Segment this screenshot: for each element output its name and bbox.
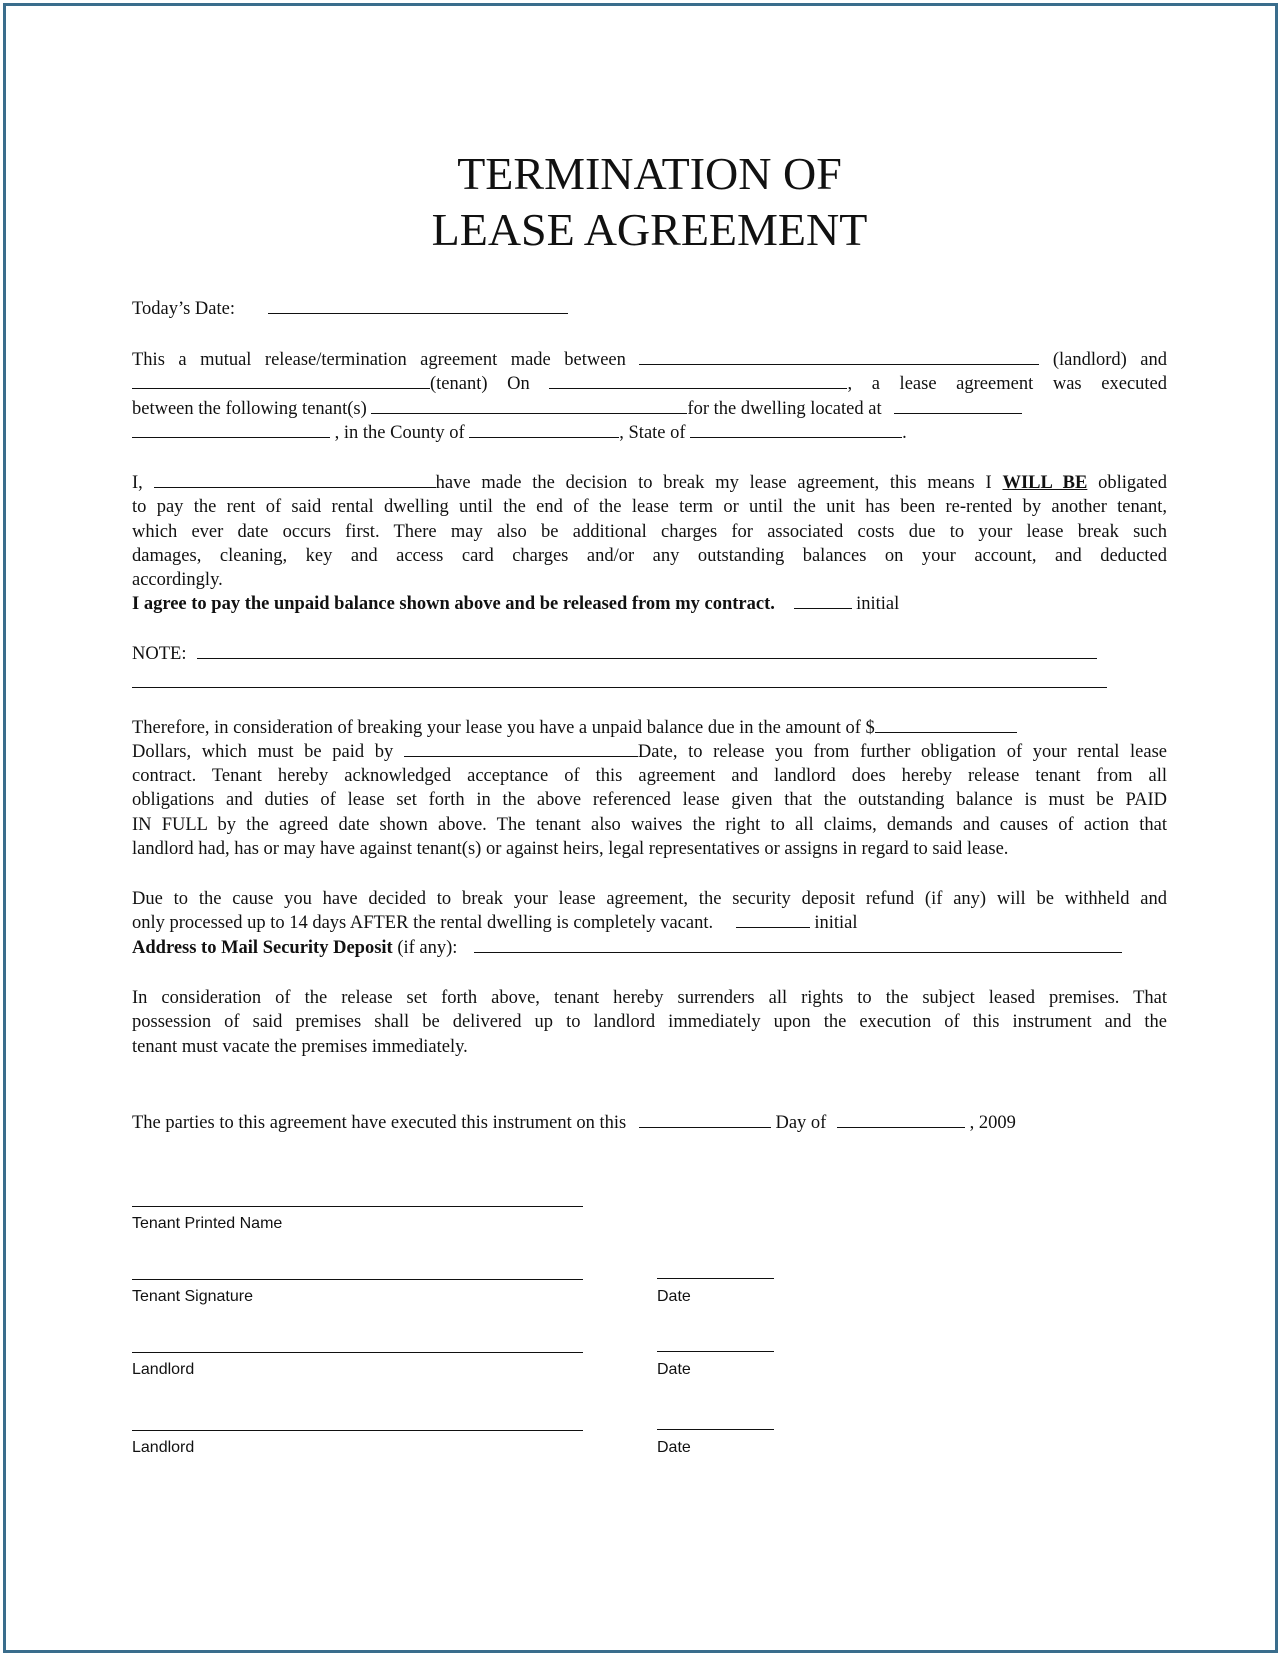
p2-line-5: accordingly. (132, 570, 223, 590)
todays-date-blank[interactable] (268, 297, 568, 314)
todays-date-label: Today’s Date: (132, 299, 235, 319)
balance-amount-blank[interactable] (875, 716, 1017, 733)
p5-line-2: possession of said premises shall be delivered up to landlord immediately upon the execution of this instrument and the (132, 1012, 1167, 1032)
tenant-name-blank[interactable] (132, 372, 430, 389)
p4-text-2: only processed up to 14 days AFTER the rental dwelling is completely vacant. (132, 913, 714, 933)
p1-text-a: This a mutual release/termination agreement made between (132, 350, 626, 370)
pay-by-date-blank[interactable] (404, 740, 638, 757)
p1-line-3 (132, 397, 1167, 421)
note-blank-2[interactable] (132, 687, 1107, 688)
p3-line-6: landlord had, has or may have against tenant(s) or against heirs, legal representatives or assigns in regard to said lease. (132, 839, 1009, 859)
p3-line-3: contract. Tenant hereby acknowledged acceptance of this agreement and landlord does hereby release tenant from all (132, 766, 1167, 786)
date-line-2[interactable] (657, 1351, 774, 1352)
p1-text-c: (tenant) On (430, 374, 530, 394)
deposit-initial-label: initial (814, 913, 858, 933)
p2-line-1 (132, 471, 1167, 495)
note-row (132, 642, 1167, 666)
agree-initial-blank[interactable] (794, 592, 852, 609)
execution-day-blank[interactable] (639, 1111, 771, 1128)
deposit-initial-blank[interactable] (736, 911, 810, 928)
mailing-address-blank[interactable] (474, 936, 1122, 953)
date-line-1[interactable] (657, 1278, 774, 1279)
p3-line-2 (132, 740, 1167, 764)
p1-text-b: (landlord) and (1052, 350, 1168, 370)
tenant-signature-label: Tenant Signature (132, 1288, 253, 1305)
p1-line-1 (132, 348, 1167, 372)
p1-text-d: , a lease agreement was executed (847, 374, 1168, 394)
p6-row (132, 1111, 1167, 1135)
p2-line-4: damages, cleaning, key and access card charges and/or any outstanding balances on your account, and deducted (132, 546, 1167, 566)
landlord-signature-line-2[interactable] (132, 1430, 583, 1431)
p3-line-4: obligations and duties of lease set forth in the above referenced lease given that the outstanding balance is must be PAID (132, 790, 1167, 810)
landlord-label-1: Landlord (132, 1361, 195, 1378)
p2-text-c: obligated (1098, 473, 1167, 493)
p5-line-1: In consideration of the release set forth above, tenant hereby surrenders all rights to the subject leased premises. That (132, 988, 1167, 1008)
address-label-bold: Address to Mail Security Deposit (132, 938, 393, 958)
p4-line-1: Due to the cause you have decided to break your lease agreement, the security deposit refund (if any) will be withheld and (132, 889, 1167, 909)
p3-line-1 (132, 716, 1167, 740)
p6-text-a: The parties to this agreement have executed this instrument on this (132, 1113, 627, 1133)
page-frame (3, 3, 1278, 1653)
date-label-2: Date (657, 1361, 691, 1378)
address-label-rest: (if any): (397, 938, 458, 958)
tenants-blank[interactable] (371, 397, 687, 414)
date-line-3[interactable] (657, 1429, 774, 1430)
p3-text-2a: Dollars, which must be paid by (132, 742, 394, 762)
state-blank[interactable] (690, 421, 902, 438)
date-label-3: Date (657, 1439, 691, 1456)
p2-text-b: have made the decision to break my lease agreement, this means I (435, 473, 992, 493)
document-title (132, 146, 1167, 258)
landlord-name-blank[interactable] (639, 348, 1039, 365)
date-label-1: Date (657, 1288, 691, 1305)
p2-line-2: to pay the rent of said rental dwelling until the end of the lease term or until the unit has been re-rented by another tenant, (132, 497, 1167, 517)
note-label: NOTE: (132, 644, 187, 664)
p2-agree-row (132, 592, 1167, 616)
p1-text-i: . (902, 423, 907, 443)
dwelling-address-blank-1[interactable] (894, 397, 1022, 414)
p1-text-g: , in the County of (334, 423, 465, 443)
landlord-signature-line-1[interactable] (132, 1352, 583, 1353)
p5-line-3: tenant must vacate the premises immediately. (132, 1037, 468, 1057)
p4-line-2 (132, 911, 1167, 935)
p6-text-c: , 2009 (969, 1113, 1016, 1133)
p1-text-e: between the following tenant(s) (132, 399, 367, 419)
tenant-printed-name-line[interactable] (132, 1206, 583, 1207)
will-be-emphasis: WILL BE (1002, 473, 1088, 493)
agree-initial-label: initial (856, 594, 900, 614)
p1-text-h: , State of (619, 423, 686, 443)
county-blank[interactable] (469, 421, 619, 438)
p1-line-2 (132, 372, 1167, 396)
agree-statement: I agree to pay the unpaid balance shown above and be released from my contract. (132, 594, 775, 614)
lease-date-blank[interactable] (549, 372, 847, 389)
p3-line-5: IN FULL by the agreed date shown above. The tenant also waives the right to all claims, demands and causes of action that (132, 815, 1167, 835)
tenant-printed-name-label: Tenant Printed Name (132, 1215, 283, 1232)
p4-address-row (132, 936, 1167, 960)
todays-date-row (132, 297, 1167, 321)
p2-line-3: which ever date occurs first. There may also be additional charges for associated costs due to your lease break such (132, 522, 1167, 542)
title-line-1: TERMINATION OF (457, 148, 842, 199)
tenant-i-blank[interactable] (154, 471, 436, 488)
dwelling-address-blank-2[interactable] (132, 421, 330, 438)
p2-text-a: I, (132, 473, 143, 493)
p3-text-2b: Date, to release you from further obligation of your rental lease (637, 742, 1167, 762)
title-line-2: LEASE AGREEMENT (431, 204, 868, 255)
p1-text-f: for the dwelling located at (687, 399, 882, 419)
p6-text-b: Day of (775, 1113, 827, 1133)
note-blank-1[interactable] (197, 642, 1097, 659)
p1-line-4 (132, 421, 1167, 445)
p3-text-1: Therefore, in consideration of breaking your lease you have a unpaid balance due in the amount of $ (132, 718, 875, 738)
tenant-signature-line[interactable] (132, 1279, 583, 1280)
execution-month-blank[interactable] (837, 1111, 965, 1128)
landlord-label-2: Landlord (132, 1439, 195, 1456)
